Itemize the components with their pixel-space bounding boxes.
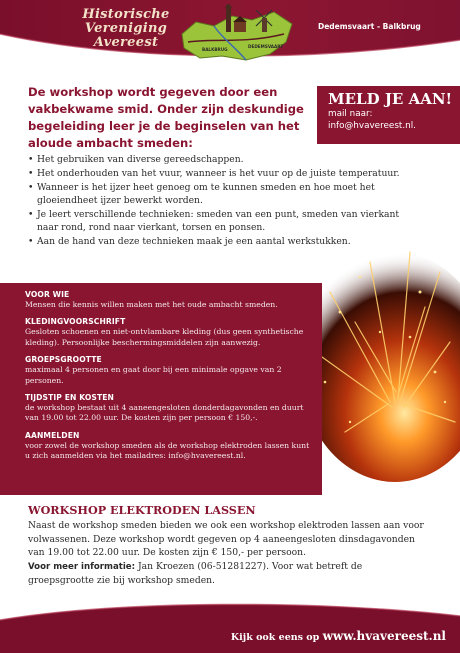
workshop-lassen-contact xyxy=(28,560,428,588)
info-title: GROEPSGROOTTE xyxy=(25,355,102,365)
info-title: KLEDINGVOORSCHRIFT xyxy=(25,317,126,327)
contact-label: Voor meer informatie: xyxy=(28,561,136,572)
signup-email-link[interactable]: info@hvavereest.nl. xyxy=(328,121,416,131)
forge-sparks-image xyxy=(300,232,460,482)
location-label: Dedemsvaart - Balkbrug xyxy=(318,22,421,31)
map-emblem xyxy=(174,4,302,66)
workshop-lassen-title: WORKSHOP ELEKTRODEN LASSEN xyxy=(28,503,256,517)
info-groepsgrootte xyxy=(25,355,312,386)
info-title: AANMELDEN xyxy=(25,430,80,440)
info-text: Gesloten schoenen en niet-ontvlambare kleding (dus geen synthetische kleding). Persoonlijke beschermingsmiddelen zijn aanwezig. xyxy=(25,327,304,347)
workshop-lassen-section xyxy=(28,503,428,588)
info-text: voor zowel de workshop smeden als de workshop elektroden lassen kunt u zich aanmelden via het mailadres: info@hvavereest.nl. xyxy=(25,440,310,461)
list-item: • Het gebruiken van diverse gereedschappen. xyxy=(28,153,400,166)
info-aanmelden xyxy=(25,431,312,462)
signup-title: MELD JE AAN! xyxy=(328,90,453,108)
intro-heading: De workshop wordt gegeven door een vakbekwame smid. Onder zijn deskundige begeleiding leer je de beginselen van het aloude ambacht smeden: xyxy=(28,85,304,150)
info-panel xyxy=(0,283,322,495)
footer xyxy=(0,598,460,653)
workshop-lassen-text: Naast de workshop smeden bieden we ook een workshop elektroden lassen aan voor volwassenen. Deze workshop wordt gegeven op 4 aaneengesloten dinsdagavonden van 19.00 tot 22.00 uur. De kosten zijn € 150,- per persoon. xyxy=(28,520,424,558)
info-kleding xyxy=(25,317,312,348)
info-text: de workshop bestaat uit 4 aaneengesloten donderdagavonden en duurt van 19.00 tot 22.00 uur. De kosten zijn per persoon € 150,-. xyxy=(25,403,304,423)
church-tower-icon xyxy=(226,8,231,32)
info-voor-wie xyxy=(25,290,312,310)
list-item: • Je leert verschillende technieken: smeden van een punt, smeden van vierkant naar rond, rond naar vierkant, torsen en ponsen. xyxy=(28,208,400,234)
signup-box xyxy=(317,86,460,144)
house-icon xyxy=(234,22,246,32)
list-item: • Wanneer is het ijzer heet genoeg om te kunnen smeden en hoe moet het gloeiendheet ijzer bewerkt worden. xyxy=(28,181,400,207)
footer-lead: Kijk ook eens op xyxy=(230,632,323,643)
map-label-balkbrug: BALKBRUG xyxy=(202,47,228,52)
logo-line-1: Historische xyxy=(82,7,170,22)
map-label-dedemsvaart: DEDEMSVAART xyxy=(248,44,284,49)
logo xyxy=(66,8,186,50)
website-link[interactable]: www.hvavereest.nl xyxy=(322,629,446,643)
info-title: VOOR WIE xyxy=(25,290,70,299)
info-text: Mensen die kennis willen maken met het oude ambacht smeden. xyxy=(25,300,278,309)
signup-line: mail naar: xyxy=(328,109,373,119)
info-tijdstip xyxy=(25,393,312,424)
footer-text xyxy=(231,625,446,644)
info-text: maximaal 4 personen en gaat door bij een minimale opgave van 2 personen. xyxy=(25,365,282,385)
list-item: • Aan de hand van deze technieken maak je een aantal werkstukken. xyxy=(28,235,400,248)
logo-line-2: Vereniging Avereest xyxy=(84,21,168,50)
list-item: • Het onderhouden van het vuur, wanneer is het vuur op de juiste temperatuur. xyxy=(28,167,400,180)
contact-text: Jan Kroezen (06-51281227). Voor wat betreft de groepsgrootte zie bij workshop smeden. xyxy=(28,560,363,586)
info-title: TIJDSTIP EN KOSTEN xyxy=(25,393,114,403)
